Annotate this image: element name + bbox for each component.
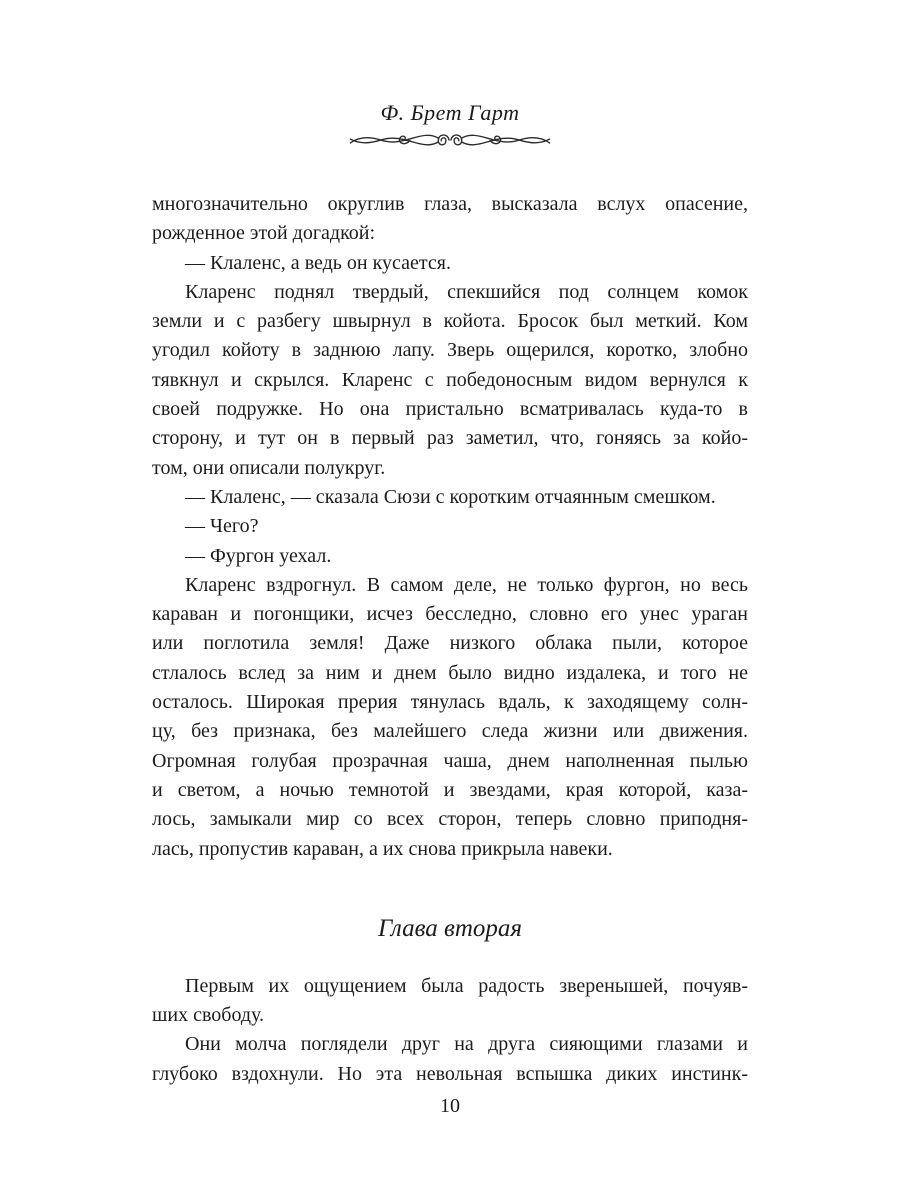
paragraph (152, 190, 748, 249)
text-line: — Клаленс, — сказала Сюзи с коротким отчаянным смешком. (185, 485, 716, 508)
text-line: рожденное этой догадкой: (152, 222, 376, 245)
text-line: лась, пропустив караван, а их снова прикрыла навеки. (152, 837, 613, 860)
text-line: — Чего? (185, 515, 259, 538)
running-header-author: Ф. Брет Гарт (380, 100, 520, 125)
text-line: лось, замыкали мир со всех сторон, теперь словно приподня- (152, 808, 748, 831)
text-line: и светом, а ночью темнотой и звездами, края которой, каза- (152, 778, 748, 801)
text-line: Первым их ощущением была радость зверенышей, почуяв- (185, 974, 748, 997)
text-line: тявкнул и скрылся. Кларенс с победоносным видом вернулся к (152, 368, 748, 391)
flourish-ornament-icon (348, 127, 553, 157)
text-line: осталось. Широкая прерия тянулась вдаль, к заходящему солн- (152, 691, 748, 714)
chapter-heading: Глава вторая (377, 914, 523, 942)
text-line: ших свободу. (152, 1004, 265, 1027)
text-line: сторону, и тут он в первый раз заметил, что, гоняясь за койо- (152, 427, 748, 450)
text-line: Огромная голубая прозрачная чаша, днем наполненная пылью (152, 749, 748, 772)
paragraph (152, 571, 748, 864)
text-line: Они молча поглядели друг на друга сияющими глазами и (185, 1033, 748, 1056)
text-line: земли и с разбегу швырнул в койота. Бросок был меткий. Ком (152, 310, 748, 333)
paragraph (152, 483, 748, 512)
text-line: Кларенс вздрогнул. В самом деле, не только фургон, но весь (185, 573, 748, 596)
paragraph (152, 972, 748, 1031)
text-line: — Фургон уехал. (185, 544, 332, 567)
text-line: глубоко вздохнули. Но эта невольная вспышка диких инстинк- (152, 1062, 748, 1085)
paragraph (152, 1030, 748, 1089)
text-line: — Клаленс, а ведь он кусается. (185, 251, 451, 274)
text-line: или поглотила земля! Даже низкого облака пыли, которое (152, 632, 748, 655)
text-line: угодил койоту в заднюю лапу. Зверь ощерился, коротко, злобно (152, 339, 748, 362)
paragraph (152, 542, 748, 571)
text-line: стлалось вслед за ним и днем было видно издалека, и того не (152, 661, 748, 684)
text-line: цу, без признака, без малейшего следа жизни или движения. (152, 720, 748, 743)
text-line: Кларенс поднял твердый, спекшийся под солнцем комок (185, 280, 748, 303)
text-line: многозначительно округлив глаза, высказала вслух опасение, (152, 193, 748, 215)
page-number: 10 (440, 1095, 460, 1117)
paragraph (152, 249, 748, 278)
text-line: караван и погонщики, исчез бесследно, словно его унес ураган (152, 603, 748, 626)
text-line: своей подружке. Но она пристально всматривалась куда-то в (152, 398, 748, 421)
paragraph (152, 278, 748, 483)
body-text (152, 190, 748, 1089)
paragraph (152, 512, 748, 541)
text-line: том, они описали полукруг. (152, 456, 386, 479)
